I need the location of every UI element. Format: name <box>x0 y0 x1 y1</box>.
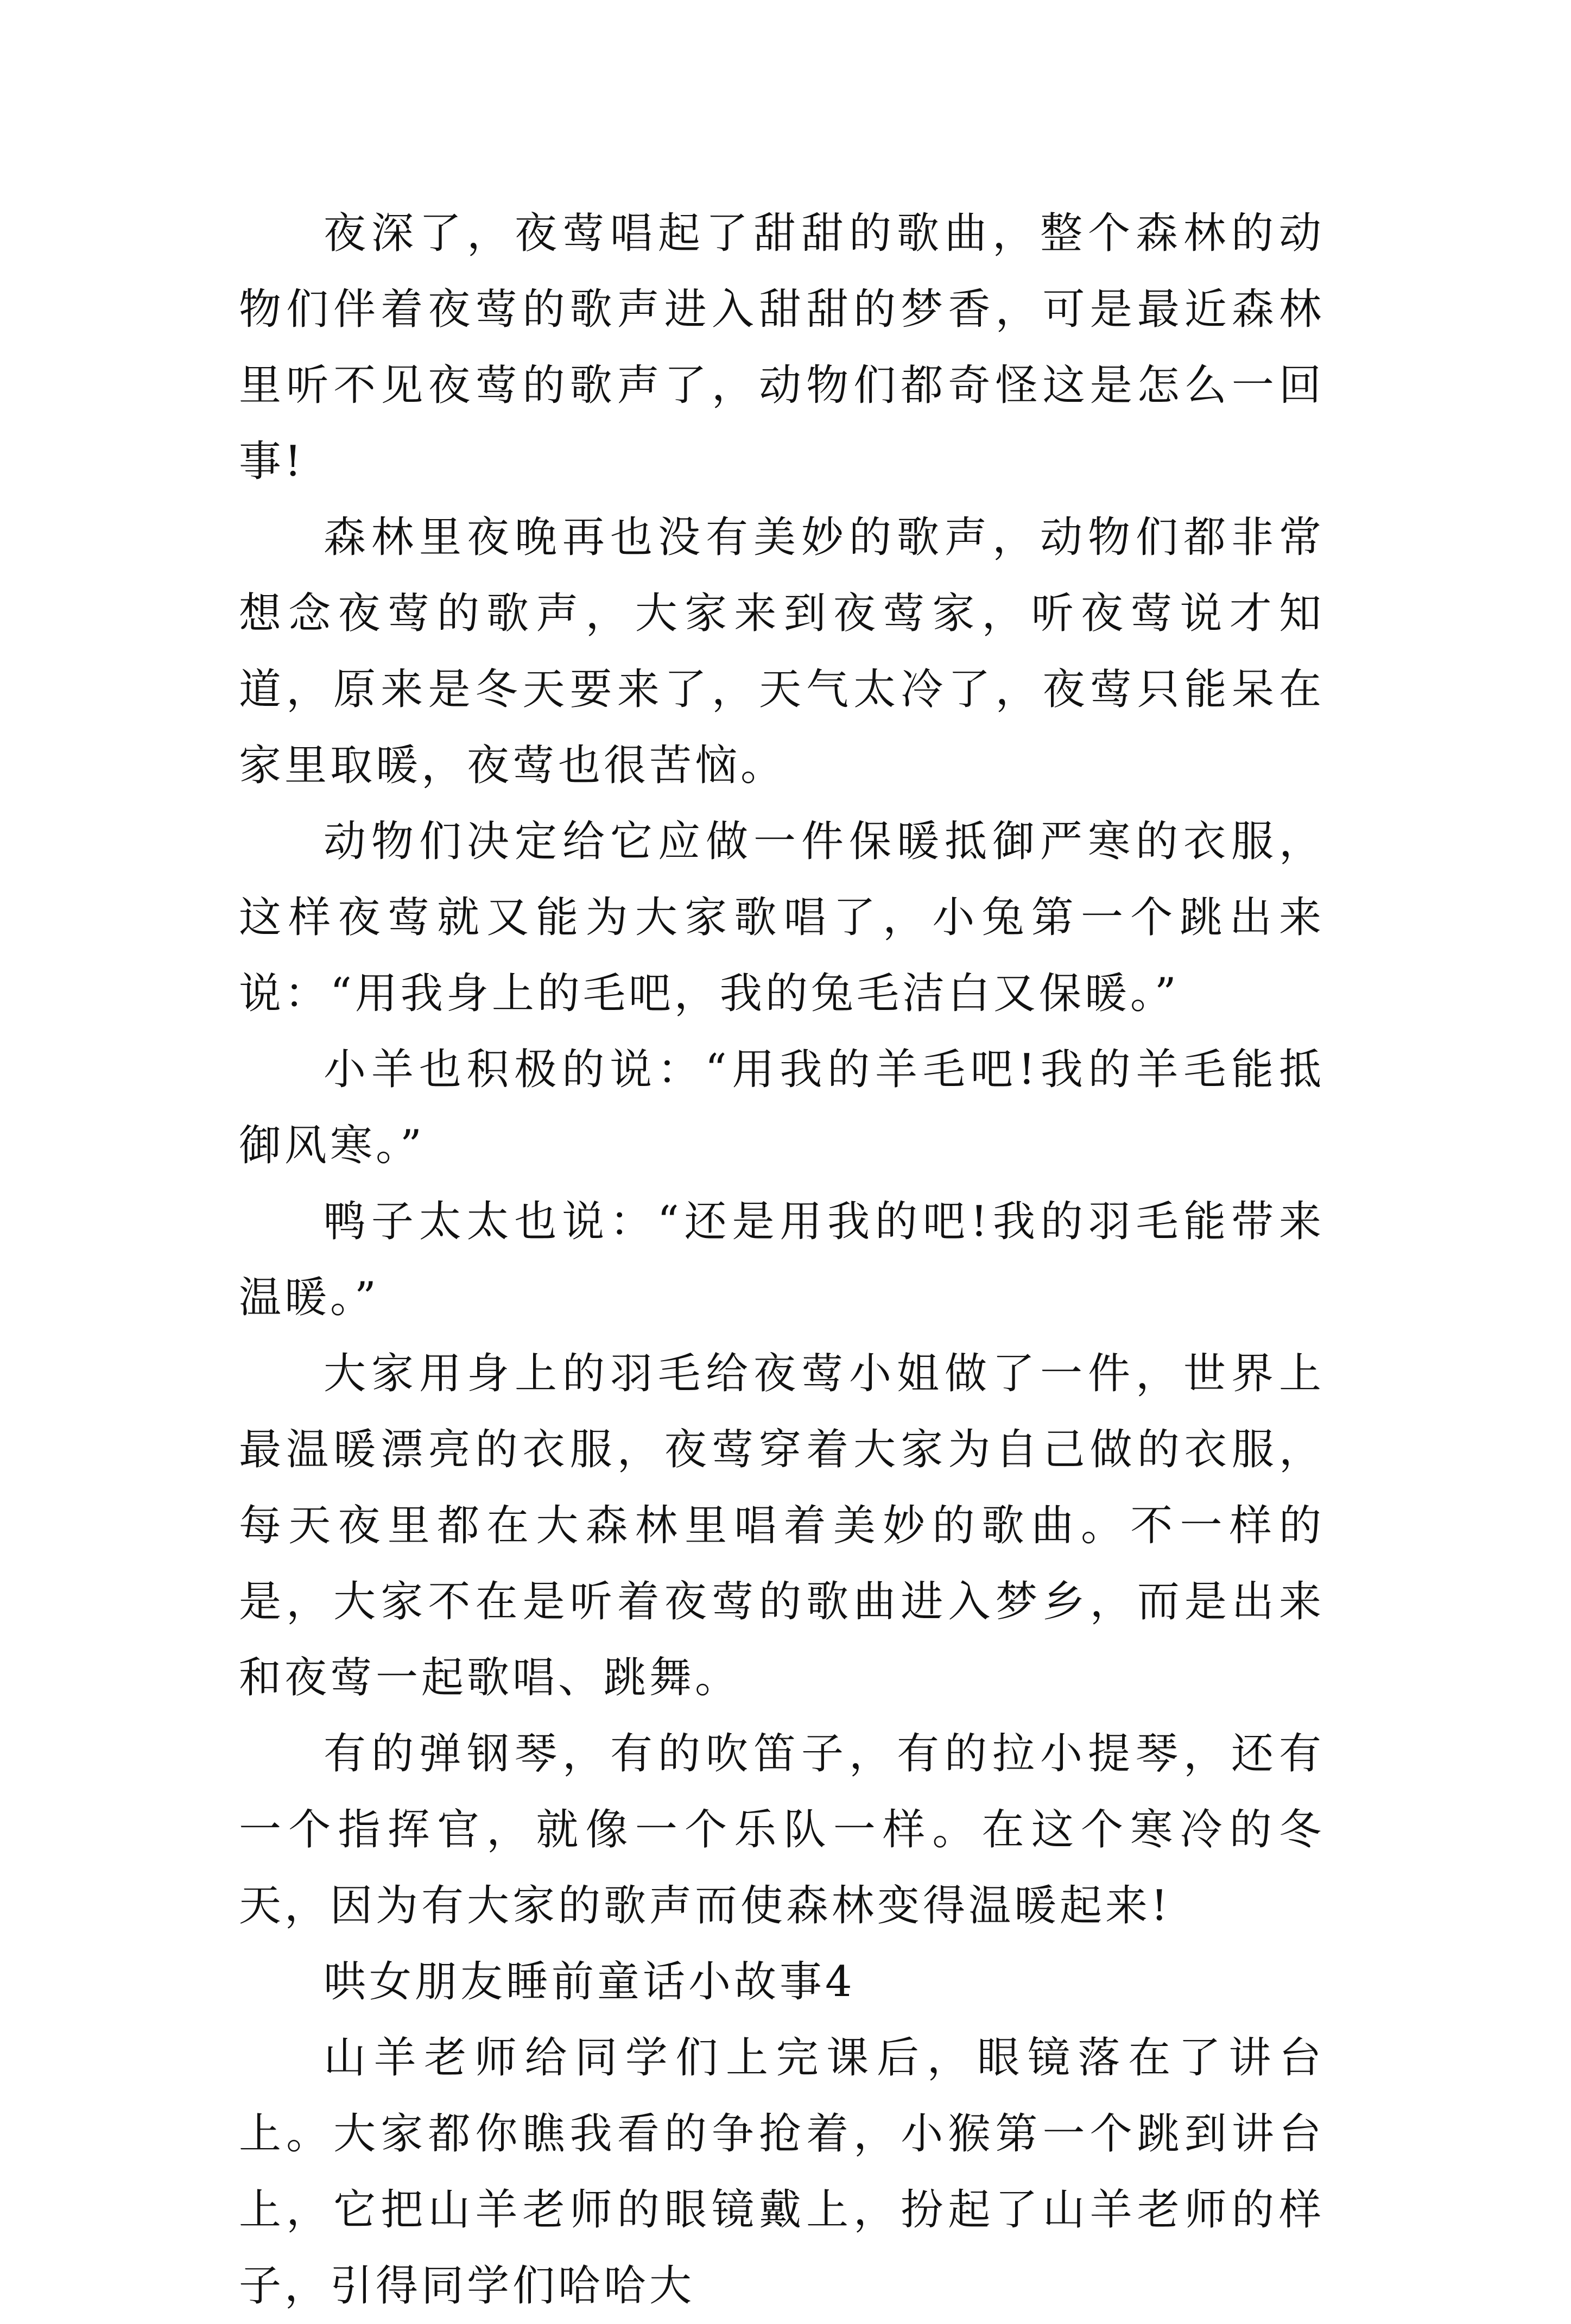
section-title: 哄女朋友睡前童话小故事4 <box>324 1957 856 2006</box>
paragraph: 森林里夜晚再也没有美妙的歌声，动物们都非常想念夜莺的歌声，大家来到夜莺家，听夜莺说才知道，原来是冬天要来了，天气太冷了，夜莺只能呆在家里取暖，夜莺也很苦恼。 <box>239 513 1325 790</box>
paragraph: 夜深了，夜莺唱起了甜甜的歌曲，整个森林的动物们伴着夜莺的歌声进入甜甜的梦香，可是最近森林里听不见夜莺的歌声了，动物们都奇怪这是怎么一回事! <box>239 209 1325 486</box>
paragraph: 有的弹钢琴，有的吹笛子，有的拉小提琴，还有一个指挥官，就像一个乐队一样。在这个寒冷的冬天，因为有大家的歌声而使森林变得温暖起来! <box>239 1729 1325 1930</box>
paragraph: 小羊也积极的说：“用我的羊毛吧!我的羊毛能抵御风寒。” <box>239 1045 1325 1170</box>
paragraph: 动物们决定给它应做一件保暖抵御严寒的衣服，这样夜莺就又能为大家歌唱了，小兔第一个跳出来说：“用我身上的毛吧，我的兔毛洁白又保暖。” <box>239 817 1325 1018</box>
document-body <box>239 195 1325 2324</box>
paragraph: 鸭子太太也说：“还是用我的吧!我的羽毛能带来温暖。” <box>239 1197 1325 1322</box>
paragraph: 大家用身上的羽毛给夜莺小姐做了一件，世界上最温暖漂亮的衣服，夜莺穿着大家为自己做的衣服，每天夜里都在大森林里唱着美妙的歌曲。不一样的是，大家不在是听着夜莺的歌曲进入梦乡，而是出来和夜莺一起歌唱、跳舞。 <box>239 1349 1325 1702</box>
paragraph: 山羊老师给同学们上完课后，眼镜落在了讲台上。大家都你瞧我看的争抢着，小猴第一个跳到讲台上，它把山羊老师的眼镜戴上，扮起了山羊老师的样子，引得同学们哈哈大 <box>239 2033 1325 2310</box>
